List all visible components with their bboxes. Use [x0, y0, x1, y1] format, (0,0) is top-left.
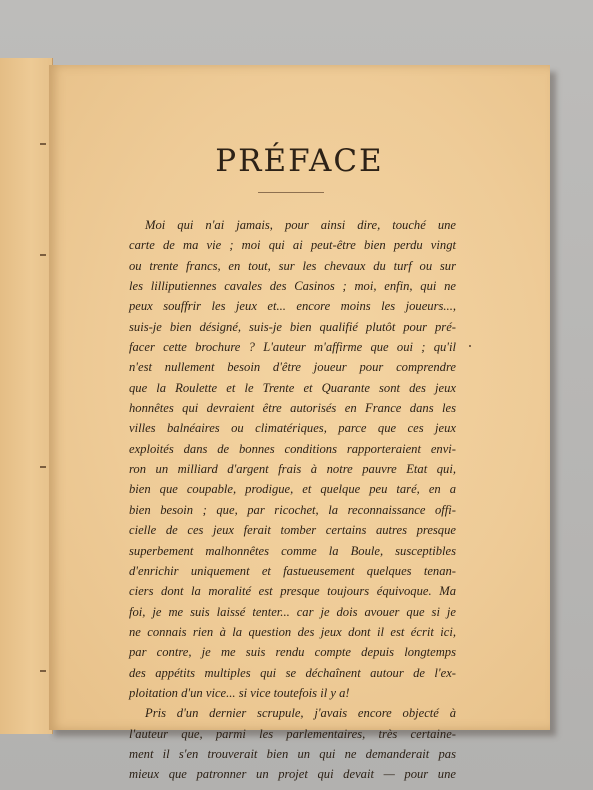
text-line: Pris d'un dernier scrupule, j'avais encore objecté à: [145, 706, 456, 721]
text-line: cielle de ces jeux ferait tomber certains autres presque: [129, 523, 456, 538]
text-line: des appétits multiples qui se déchaînent autour de l'ex-: [129, 665, 456, 680]
text-line: par contre, je me suis rendu compte depuis longtemps: [129, 645, 456, 660]
text-line: les lilliputiennes cavales des Casinos ; moi, enfin, qui ne: [129, 279, 456, 294]
title-divider: [258, 192, 324, 193]
book-page: [49, 65, 550, 782]
text-line: ne connais rien à la question des jeux dont il est écrit ici,: [129, 624, 456, 639]
text-line: n'est nullement besoin d'être joueur pour comprendre: [129, 360, 456, 375]
text-line: que la Roulette et le Trente et Quarante sont des jeux: [129, 380, 456, 395]
text-line: ploitation d'un vice... si vice toutefois il y a!: [129, 685, 350, 700]
text-line: suis-je bien désigné, suis-je bien qualifié plutôt pour pré-: [129, 319, 456, 334]
text-line: villes balnéaires ou climatériques, parce que ces jeux: [129, 421, 456, 436]
text-line: carte de ma vie ; moi qui ai peut-être bien perdu vingt: [129, 238, 456, 253]
text-line: Moi qui n'ai jamais, pour ainsi dire, touché une: [145, 218, 456, 232]
left-page-edge: [0, 58, 53, 734]
text-line: facer cette brochure ? L'auteur m'affirme que oui ; qu'il: [129, 340, 456, 355]
text-line: ou trente francs, en tout, sur les chevaux du turf ou sur: [129, 258, 456, 273]
text-line: superbement malhonnêtes comme la Boule, susceptibles: [129, 543, 456, 558]
text-line: l'auteur que, parmi les parlementaires, très certaine-: [129, 726, 456, 741]
text-line: ron un milliard d'argent frais à notre pauvre Etat qui,: [129, 462, 456, 477]
binding-stitch: [40, 254, 46, 256]
text-line: ciers dont la moralité est presque toujours équivoque. Ma: [129, 584, 456, 599]
text-line: d'enrichir uniquement et fastueusement quelques tenan-: [129, 563, 456, 578]
paper-speck: [469, 345, 471, 347]
text-line: bien besoin ; que, par ricochet, la reconnaissance offi-: [129, 502, 456, 517]
binding-stitch: [40, 670, 46, 672]
text-line: peux souffrir les jeux et... encore moins les joueurs...,: [129, 299, 456, 314]
text-line: honnêtes qui devraient être autorisés en France dans les: [129, 401, 456, 416]
page-title: PRÉFACE: [215, 143, 384, 179]
text-line: ment il s'en trouverait bien un qui ne demanderait pas: [129, 746, 456, 761]
text-line: exploités dans de bonnes conditions rapporteraient envi-: [129, 441, 456, 456]
text-line: mieux que patronner un projet qui devait — pour une: [129, 767, 456, 782]
binding-stitch: [40, 466, 46, 468]
preface-body: [129, 215, 456, 785]
binding-stitch: [40, 143, 46, 145]
text-line: bien que coupable, prodigue, et quelque peu taré, en a: [129, 482, 456, 497]
text-line: foi, je me suis laissé tenter... car je dois avouer que si je: [129, 604, 456, 619]
